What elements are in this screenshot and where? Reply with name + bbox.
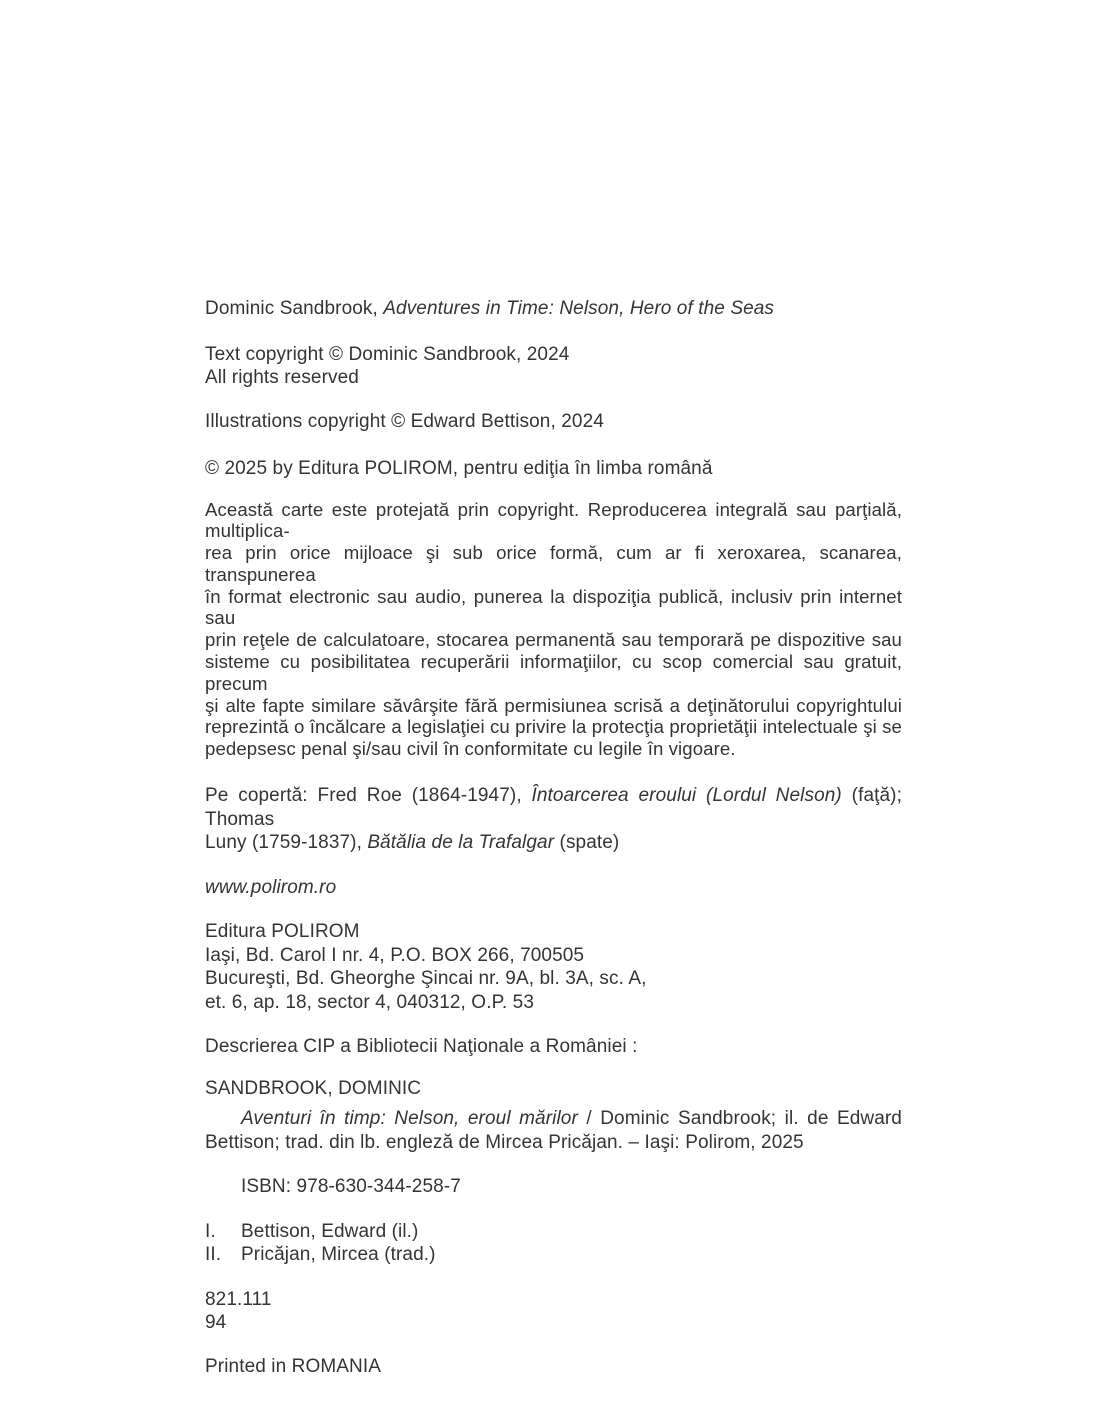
printed-in-line: Printed in ROMANIA bbox=[205, 1355, 382, 1377]
publisher-website: www.polirom.ro bbox=[205, 876, 337, 898]
cip-heading: Descrierea CIP a Bibliotecii Naţionale a României : bbox=[205, 1036, 638, 1058]
cip-author-entry: SANDBROOK, DOMINIC bbox=[205, 1077, 422, 1099]
address-line: Iaşi, Bd. Carol I nr. 4, P.O. BOX 266, 700505 bbox=[205, 944, 585, 966]
text-copyright-line: Text copyright © Dominic Sandbrook, 2024 bbox=[205, 343, 570, 365]
text-segment: / Dominic Sandbrook; il. de Edward bbox=[577, 1108, 902, 1130]
legal-line: Această carte este protejată prin copyright. Reproducerea integrală sau parţială, multiplica- bbox=[205, 498, 902, 542]
italic-text-segment: Bătălia de la Trafalgar bbox=[367, 832, 555, 854]
italic-text-segment: Aventuri în timp: Nelson, eroul mărilor bbox=[241, 1108, 578, 1130]
contributor-numeral: I. bbox=[205, 1220, 216, 1242]
legal-line: sisteme cu posibilitatea recuperării informaţiilor, cu scop comercial sau gratuit, precum bbox=[205, 651, 902, 694]
contributor-name: Pricăjan, Mircea (trad.) bbox=[241, 1244, 436, 1266]
all-rights-reserved-line: All rights reserved bbox=[205, 367, 359, 388]
cip-entry-block bbox=[205, 1107, 902, 1154]
publisher-address-lines bbox=[205, 944, 902, 1015]
contributor-item bbox=[205, 1243, 902, 1267]
publisher-name: Editura POLIROM bbox=[205, 921, 360, 943]
contributor-item bbox=[205, 1220, 902, 1244]
legal-line: rea prin orice mijloace şi sub orice formă, cum ar fi xeroxarea, scanarea, transpunerea bbox=[205, 542, 902, 585]
cip-entry-line-1 bbox=[205, 1107, 902, 1131]
cover-credit-block bbox=[205, 784, 902, 855]
text-segment: Pe copertă: Fred Roe (1864-1947), bbox=[205, 785, 532, 807]
classification-block bbox=[205, 1288, 902, 1335]
classification-code: 821.111 bbox=[205, 1288, 272, 1310]
legal-line: prin reţele de calculatoare, stocarea permanentă sau temporară pe dispozitive sau bbox=[205, 629, 902, 651]
text-copyright-block bbox=[205, 343, 902, 390]
text-segment: (faţă); Thomas bbox=[205, 785, 902, 830]
address-line: Bucureşti, Bd. Gheorghe Şincai nr. 9A, bl. 3A, sc. A, bbox=[205, 968, 647, 990]
publisher-address-block bbox=[205, 920, 902, 1014]
cip-entry-line-2: Bettison; trad. din lb. engleză de Mircea Pricăjan. – Iaşi: Polirom, 2025 bbox=[205, 1131, 804, 1153]
classification-code: 94 bbox=[205, 1312, 227, 1334]
address-line: et. 6, ap. 18, sector 4, 040312, O.P. 53 bbox=[205, 991, 534, 1013]
legal-line: pedepsesc penal şi/sau civil în conformitate cu legile în vigoare. bbox=[205, 738, 736, 760]
italic-text-segment: Întoarcerea eroului (Lordul Nelson) bbox=[531, 785, 842, 807]
romanian-edition-copyright-line: © 2025 by Editura POLIROM, pentru ediţia în limba română bbox=[205, 458, 713, 479]
legal-line: în format electronic sau audio, punerea la dispoziţia publică, inclusiv prin internet sau bbox=[205, 585, 902, 629]
contributor-list bbox=[205, 1220, 902, 1267]
text-segment: (spate) bbox=[554, 832, 620, 854]
legal-notice-paragraph bbox=[205, 499, 902, 761]
italic-text-segment: Adventures in Time: Nelson, Hero of the Seas bbox=[383, 298, 775, 319]
text-segment: Luny (1759-1837), bbox=[205, 832, 368, 854]
contributor-numeral: II. bbox=[205, 1244, 222, 1266]
cover-credit-line-1 bbox=[205, 784, 902, 831]
page-content bbox=[205, 297, 902, 1378]
text-segment: Dominic Sandbrook, bbox=[205, 298, 384, 319]
cover-credit-line-2 bbox=[205, 831, 902, 855]
legal-line: şi alte fapte similare săvârşite fără permisiunea scrisă a deţinătorului copyrightului bbox=[205, 694, 902, 716]
book-title-line bbox=[205, 297, 902, 321]
legal-line: reprezintă o încălcare a legislaţiei cu privire la protecţia proprietăţii intelectuale şi se bbox=[205, 716, 902, 738]
contributor-name: Bettison, Edward (il.) bbox=[241, 1220, 419, 1242]
illustrations-copyright-line: Illustrations copyright © Edward Bettison, 2024 bbox=[205, 410, 604, 432]
isbn-line: ISBN: 978-630-344-258-7 bbox=[241, 1176, 461, 1198]
